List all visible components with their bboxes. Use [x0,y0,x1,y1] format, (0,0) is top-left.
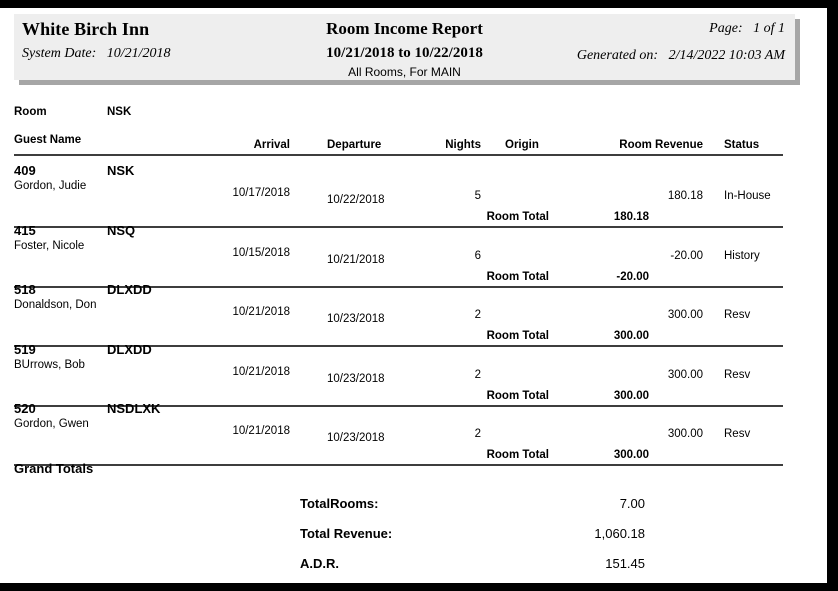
row-status: Resv [724,309,751,322]
row-nights: 2 [474,309,481,322]
column-header-origin: Origin [505,139,539,151]
grand-total-label: A.D.R. [300,556,339,571]
row-room-total-value: -20.00 [616,270,649,283]
grand-totals-title: Grand Totals [14,461,94,476]
grand-total-label: TotalRooms: [300,496,379,511]
report-scope: All Rooms, For MAIN [348,65,461,79]
row-status: In-House [724,190,771,202]
row-departure: 10/23/2018 [327,313,385,326]
row-status: Resv [724,368,751,381]
row-arrival: 10/21/2018 [232,425,290,438]
row-room-total-value: 300.00 [613,389,649,402]
column-header-departure: Departure [327,139,382,151]
row-guest-name: Gordon, Judie [14,180,87,192]
group-header-room-label: Room [14,106,47,118]
row-room-revenue: 300.00 [667,309,703,322]
row-guest-name: Gordon, Gwen [14,418,89,431]
page-label: Page: [709,21,743,36]
column-header-arrival: Arrival [253,139,290,151]
report-header-panel [14,14,795,80]
row-room-total-value: 300.00 [613,449,649,462]
column-header-status: Status [724,139,760,151]
row-nights: 6 [474,249,481,262]
generated-value: 2/14/2022 10:03 AM [668,48,785,63]
row-nights: 5 [474,190,481,202]
row-departure: 10/23/2018 [327,432,385,445]
grand-total-value: 1,060.18 [594,526,645,541]
row-room-type: NSQ [107,222,136,238]
row-status: Resv [724,428,751,441]
report-body [0,96,816,575]
row-room-total-value: 300.00 [613,330,649,343]
column-header-guest-name: Guest Name [14,134,82,146]
row-room-total-value: 180.18 [613,211,649,223]
row-room-number: 520 [14,401,36,417]
row-arrival: 10/17/2018 [232,187,290,199]
system-date-label: System Date: [22,46,97,61]
column-header-rule [14,154,783,156]
row-separator [14,464,783,466]
row-room-number: 409 [14,163,36,178]
grand-total-value: 7.00 [619,496,645,511]
group-header-room-type: NSK [107,106,132,118]
row-room-total-label: Room Total [486,211,549,223]
row-guest-name: BUrrows, Bob [14,358,85,371]
row-guest-name: Donaldson, Don [14,299,97,312]
column-header-nights: Nights [445,139,481,151]
generated-label: Generated on: [576,48,659,63]
row-room-type: NSK [107,163,135,178]
row-room-revenue: -20.00 [670,249,703,262]
report-date-range: 10/21/2018 to 10/22/2018 [326,45,483,61]
row-room-number: 519 [14,341,36,357]
row-guest-name: Foster, Nicole [14,239,85,252]
row-room-type: DLXDD [107,341,152,357]
page-value: 1 of 1 [753,21,785,36]
report-title: Room Income Report [326,19,483,38]
grand-total-value: 151.45 [605,556,645,571]
row-room-total-label: Room Total [486,270,549,283]
grand-total-label: Total Revenue: [300,526,393,541]
company-name: White Birch Inn [22,19,150,39]
row-room-revenue: 180.18 [667,190,703,202]
row-nights: 2 [474,368,481,381]
system-date-value: 10/21/2018 [106,46,171,61]
row-room-revenue: 300.00 [667,428,703,441]
row-room-revenue: 300.00 [667,368,703,381]
row-room-total-label: Room Total [486,389,549,402]
column-header-room-revenue: Room Revenue [619,139,703,151]
row-room-number: 415 [14,222,36,238]
row-status: History [724,249,760,262]
row-arrival: 10/21/2018 [232,306,290,319]
header-right-block [577,18,785,66]
row-arrival: 10/21/2018 [232,365,290,378]
page-number [577,18,785,40]
generated-on [577,46,785,66]
row-room-type: NSDLXK [107,401,161,417]
row-departure: 10/22/2018 [327,194,385,206]
row-room-total-label: Room Total [486,330,549,343]
row-room-type: DLXDD [107,282,152,298]
row-arrival: 10/15/2018 [232,246,290,259]
row-room-number: 518 [14,282,36,298]
row-departure: 10/21/2018 [327,253,385,266]
row-nights: 2 [474,428,481,441]
row-room-total-label: Room Total [486,449,549,462]
row-departure: 10/23/2018 [327,372,385,385]
